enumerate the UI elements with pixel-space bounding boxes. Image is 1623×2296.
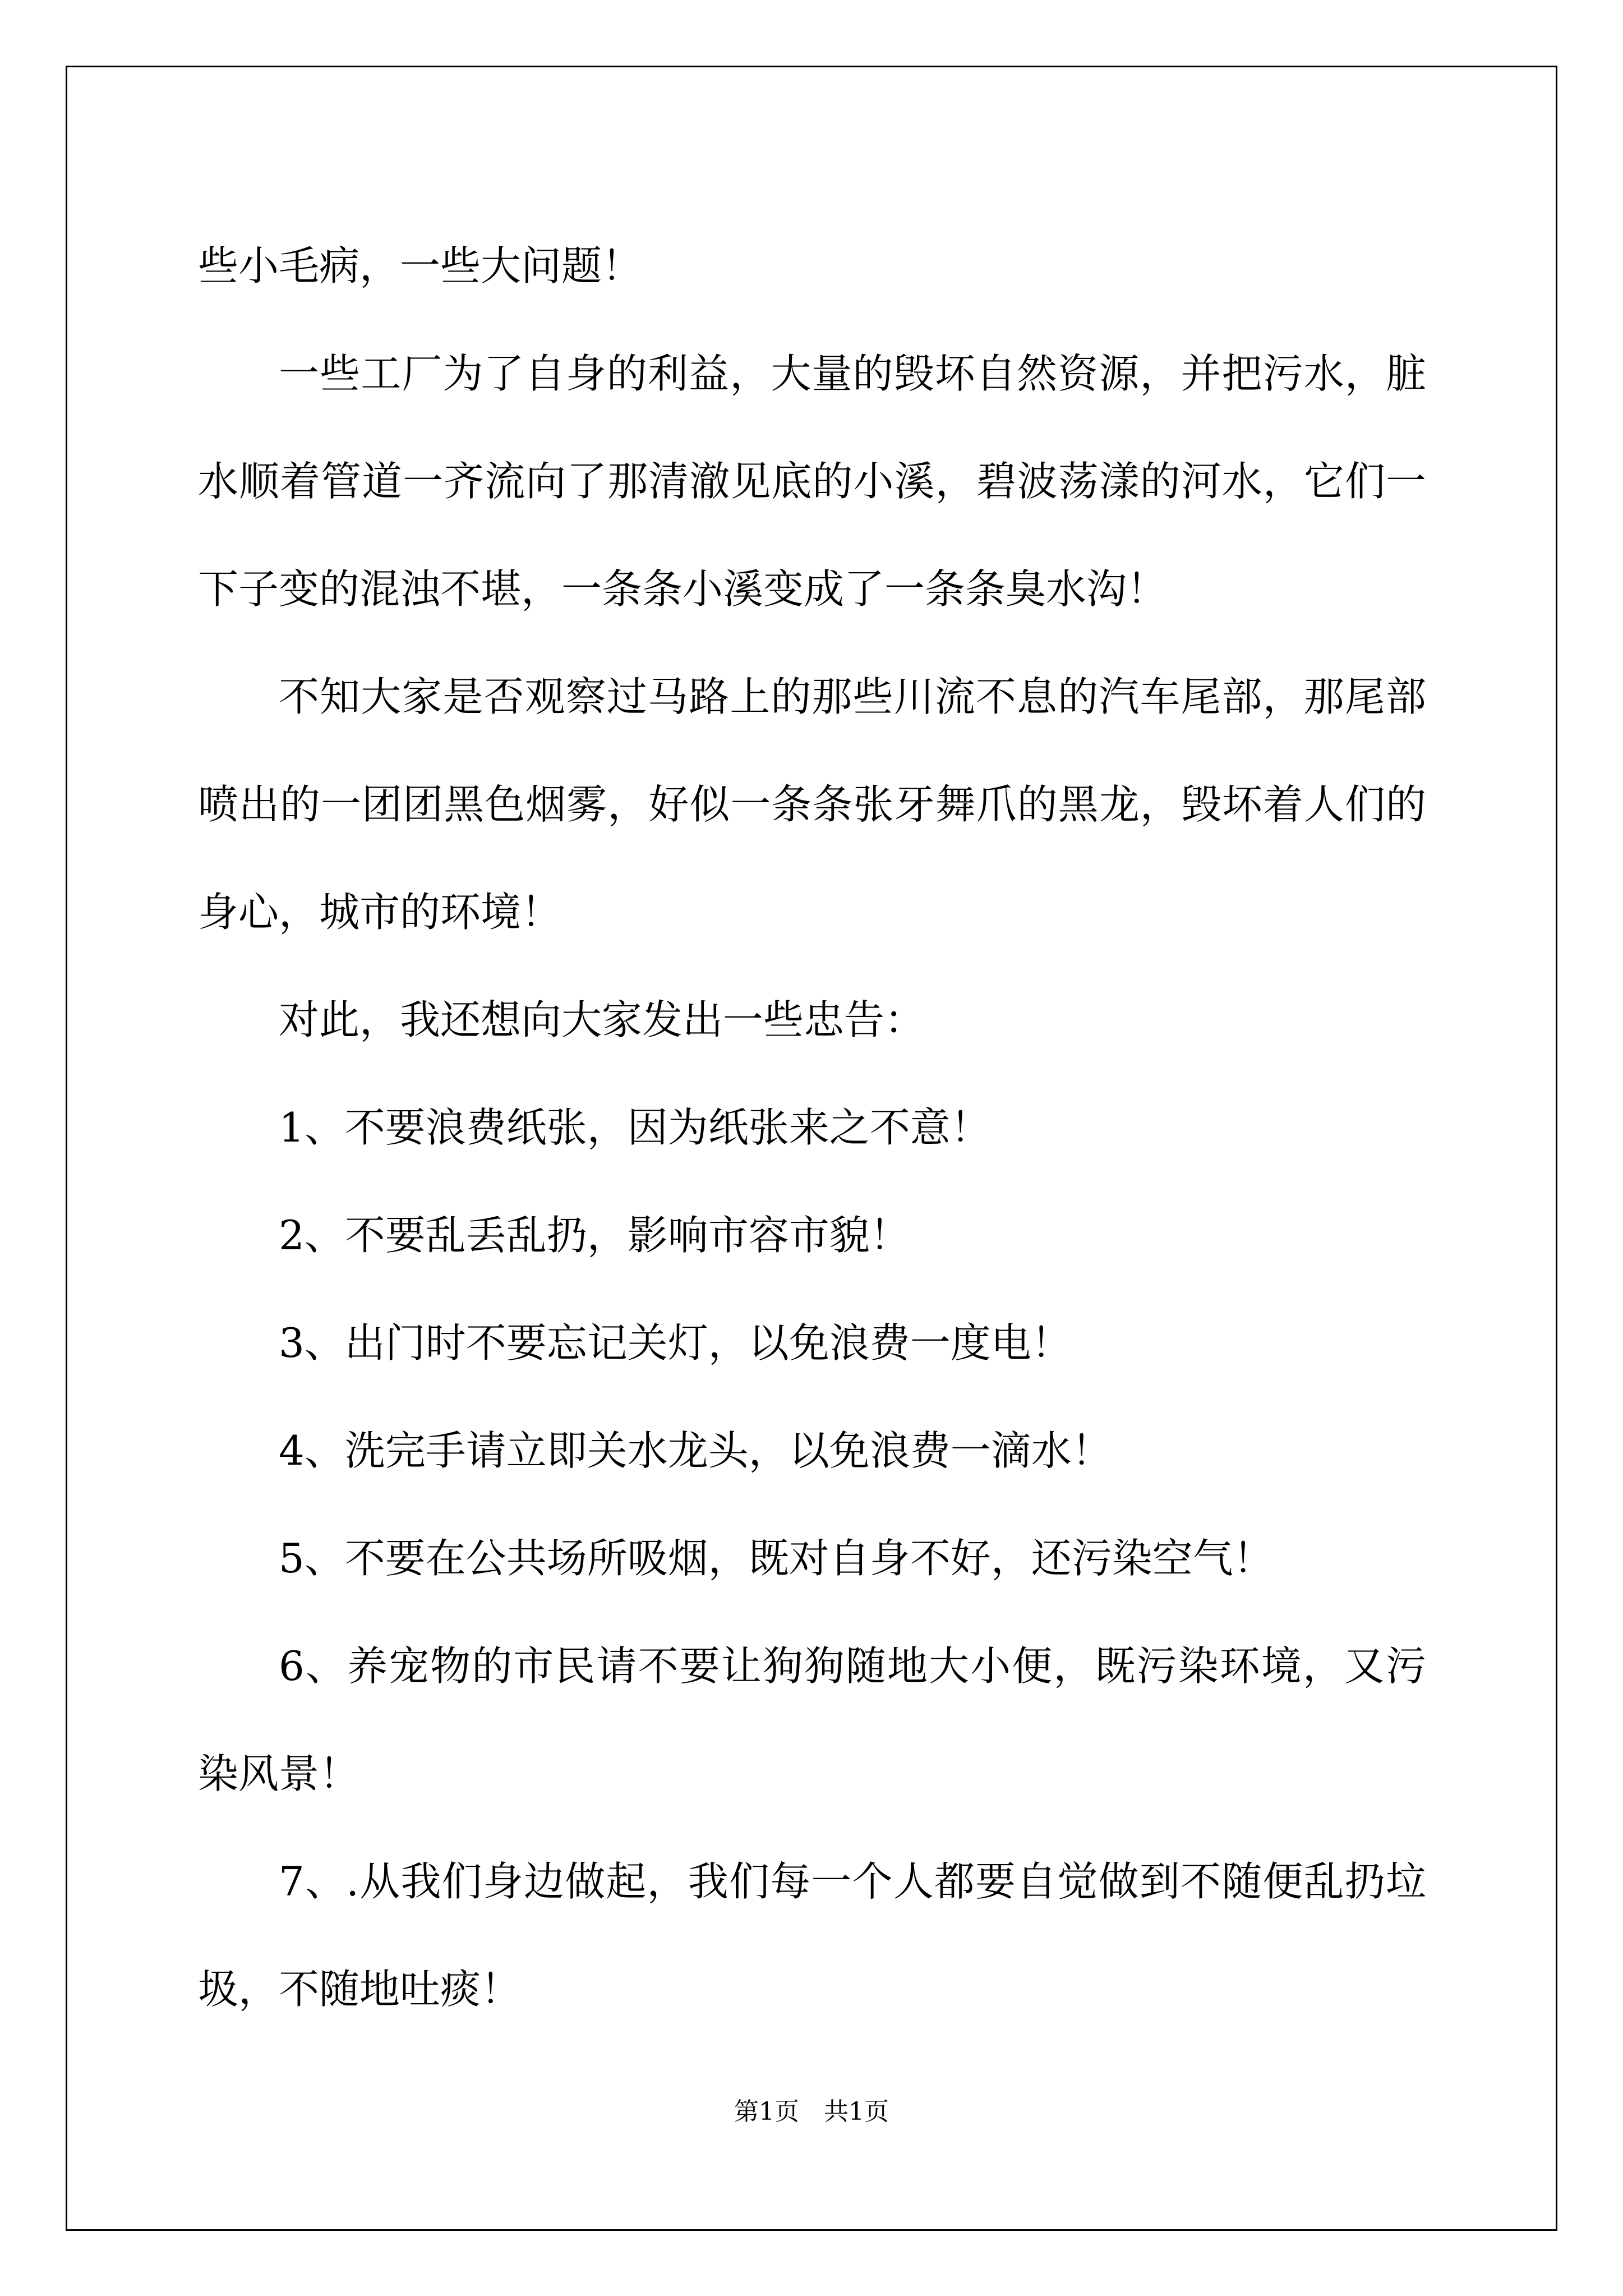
page-footer: 第1页 共1页 [734, 2097, 889, 2126]
list-item-6: 6、养宠物的市民请不要让狗狗随地大小便，既污染环境，又污染风景！ [198, 1642, 1426, 1797]
list-item-1: 1、不要浪费纸张，因为纸张来之不意！ [279, 1104, 991, 1151]
paragraph-4: 对此，我还想向大家发出一些忠告： [279, 996, 925, 1043]
paragraph-2: 一些工厂为了自身的利益，大量的毁坏自然资源，并把污水，脏水顺着管道一齐流向了那清澈见底的小溪，碧波荡漾的河水，它们一下子变的混浊不堪，一条条小溪变成了一条条臭水沟！ [198, 350, 1426, 613]
list-item-7: 7、.从我们身边做起，我们每一个人都要自觉做到不随便乱扔垃圾，不随地吐痰！ [198, 1858, 1426, 2013]
list-item-3: 3、出门时不要忘记关灯，以免浪费一度电！ [279, 1319, 1072, 1366]
list-item-4: 4、洗完手请立即关水龙头，以免浪费一滴水！ [279, 1427, 1112, 1474]
document-body [198, 212, 1426, 2043]
paragraph-3: 不知大家是否观察过马路上的那些川流不息的汽车尾部，那尾部喷出的一团团黑色烟雾，好似一条条张牙舞爪的黑龙，毁坏着人们的身心，城市的环境！ [198, 673, 1426, 936]
list-item-2: 2、不要乱丢乱扔，影响市容市貌！ [279, 1212, 910, 1259]
paragraph-1: 些小毛病，一些大问题！ [198, 242, 643, 289]
list-item-5: 5、不要在公共场所吸烟，既对自身不好，还污染空气！ [279, 1535, 1274, 1582]
